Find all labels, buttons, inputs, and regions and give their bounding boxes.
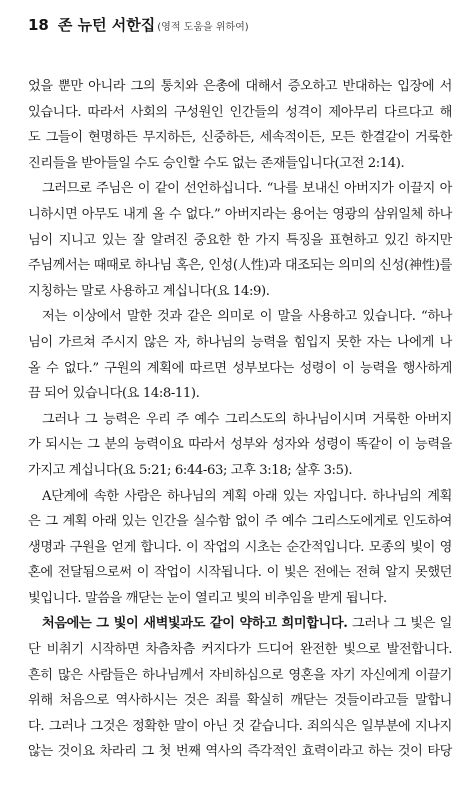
emphasized-sentence: 처음에는 그 빛이 새벽빛과도 같이 약하고 희미합니다. — [42, 616, 348, 632]
body-text — [28, 74, 452, 765]
text-line: 주님께서는 때때로 하나님 혹은, 인성(人性)과 대조되는 의미의 신성(神性)를 — [28, 258, 452, 274]
text-line: 저는 이상에서 말한 것과 같은 의미로 이 말을 사용하고 있습니다. “하나 — [42, 309, 452, 325]
text-line: 올 수 없다.” 구원의 계획에 따르면 성부보다는 성령이 이 능력을 행사하게 — [28, 360, 452, 376]
text-line: 그러므로 주님은 이 같이 선언하십니다. “나를 보내신 아버지가 이끌지 아 — [42, 181, 452, 197]
paragraph-1 — [28, 74, 452, 176]
text-line: 단 비취기 시작하면 차츰차츰 커지다가 드디어 완전한 빛으로 발전합니다. — [28, 642, 452, 658]
text-line: 있습니다. 따라서 사회의 구성원인 인간들의 성격이 제아무리 다르다고 해 — [28, 104, 452, 120]
line-continuation: 그러나 그 빛은 일 — [347, 616, 452, 632]
text-line — [28, 611, 452, 637]
text-line: 은 그 계획 아래 있는 인간을 실수함 없이 주 예수 그리스도에게로 인도하여 — [28, 514, 452, 530]
text-line: 혼에 전달됨으로써 이 작업이 시작됩니다. 이 빛은 전에는 전혀 알지 못했던 — [28, 565, 452, 581]
text-line: 었을 뿐만 아니라 그의 통치와 은총에 대해서 증오하고 반대하는 입장에 서 — [28, 79, 452, 94]
text-line: 니하시면 아무도 내게 올 수 없다.” 아버지라는 용어는 영광의 삼위일체 하나 — [28, 206, 452, 222]
paragraph-4 — [28, 407, 452, 484]
paragraph-2 — [28, 176, 452, 304]
text-line: 가지고 계십니다(요 5:21; 6:44-63; 고후 3:18; 살후 3:5). — [28, 462, 353, 478]
text-line: 그러나 그 능력은 우리 주 예수 그리스도의 하나님이시며 거룩한 아버지 — [42, 411, 452, 427]
page-number: 18 — [28, 16, 49, 34]
text-line: 생명과 구원을 얻게 합니다. 이 작업의 시초는 순간적입니다. 모종의 빛이 영 — [28, 539, 452, 555]
text-line: 위해 처음으로 역사하시는 것은 죄를 확실히 깨닫는 것들이라고들 말합니 — [28, 693, 452, 709]
text-line: 지칭하는 말로 사용하고 계십니다(요 14:9). — [28, 283, 270, 299]
paragraph-6 — [28, 611, 452, 765]
paragraph-3 — [28, 304, 452, 406]
text-line: 님이 지니고 있는 잘 알려진 중요한 한 가지 특징을 표현하고 있긴 하지만 — [28, 232, 452, 248]
text-line: 빛입니다. 말씀을 깨닫는 눈이 열리고 빛의 비추임을 받게 됩니다. — [28, 590, 387, 606]
book-subtitle: (영적 도움을 위하여) — [157, 22, 249, 33]
paragraph-5 — [28, 484, 452, 612]
text-line: 않는 것이요 차라리 그 첫 번째 역사의 즉각적인 효력이라고 하는 것이 타당 — [28, 744, 452, 760]
book-title: 존 뉴턴 서한집 — [57, 16, 156, 34]
text-line: 다. 그러나 그것은 정확한 말이 아닌 것 같습니다. 죄의식은 일부분에 지나지 — [28, 718, 452, 734]
text-line: 도 그들이 현명하든 무지하든, 신중하든, 세속적이든, 모든 한결같이 거룩한 — [28, 130, 452, 146]
running-header — [28, 14, 249, 38]
text-line: 가 되시는 그 분의 능력이요 따라서 성부와 성자와 성령이 똑같이 이 능력을 — [28, 437, 452, 453]
text-line: 흔히 많은 사람들은 하나님께서 자비하심으로 영혼을 자기 자신에게 이끌기 — [28, 667, 452, 683]
text-line: A단계에 속한 사람은 하나님의 계획 아래 있는 자입니다. 하나님의 계획 — [42, 488, 452, 504]
text-line: 끔 되어 있습니다(요 14:8-11). — [28, 386, 200, 402]
text-line: 님이 가르쳐 주시지 않은 자, 하나님의 능력을 힘입지 못한 자는 나에게 나 — [28, 334, 452, 350]
text-line: 진리들을 받아들일 수도 승인할 수도 없는 존재들입니다(고전 2:14). — [28, 155, 405, 171]
